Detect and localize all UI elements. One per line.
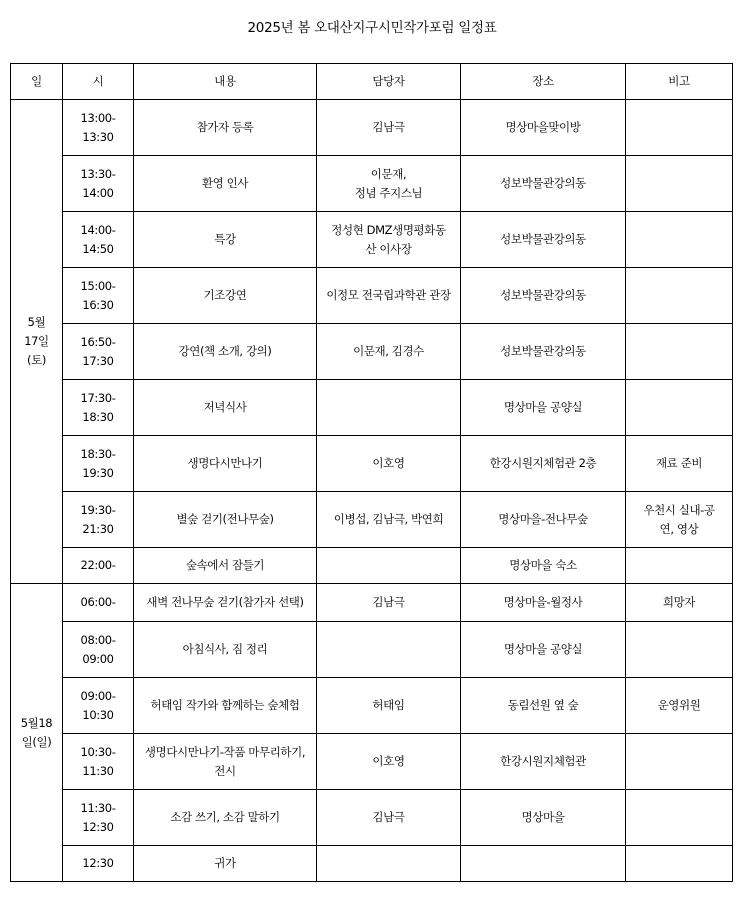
time-cell: 14:00- 14:50 [63, 212, 134, 268]
table-row [11, 678, 733, 734]
table-row [11, 492, 733, 548]
header-content: 내용 [134, 64, 317, 100]
header-note: 비고 [626, 64, 733, 100]
content-cell: 소감 쓰기, 소감 말하기 [134, 790, 317, 846]
content-cell: 별숲 걷기(전나무숲) [134, 492, 317, 548]
manager-cell: 이호영 [317, 436, 461, 492]
content-cell: 강연(책 소개, 강의) [134, 324, 317, 380]
header-place: 장소 [461, 64, 626, 100]
time-cell: 18:30- 19:30 [63, 436, 134, 492]
time-cell: 06:00- [63, 584, 134, 622]
table-row [11, 268, 733, 324]
time-cell: 11:30- 12:30 [63, 790, 134, 846]
table-row [11, 790, 733, 846]
content-cell: 허태임 작가와 함께하는 숲체험 [134, 678, 317, 734]
place-cell: 성보박물관강의동 [461, 324, 626, 380]
time-cell: 13:30- 14:00 [63, 156, 134, 212]
time-cell: 09:00- 10:30 [63, 678, 134, 734]
time-cell: 10:30- 11:30 [63, 734, 134, 790]
note-cell [626, 548, 733, 584]
table-row [11, 584, 733, 622]
table-row [11, 212, 733, 268]
note-cell: 운영위원 [626, 678, 733, 734]
day-cell: 5월18 일(일) [11, 584, 63, 882]
manager-cell: 정성현 DMZ생명평화동 산 이사장 [317, 212, 461, 268]
table-row [11, 622, 733, 678]
manager-cell: 이병섭, 김남극, 박연희 [317, 492, 461, 548]
note-cell [626, 212, 733, 268]
schedule-table [10, 63, 733, 882]
manager-cell [317, 548, 461, 584]
note-cell [626, 790, 733, 846]
time-cell: 19:30- 21:30 [63, 492, 134, 548]
place-cell: 명상마을맞이방 [461, 100, 626, 156]
manager-cell: 이문재, 김경수 [317, 324, 461, 380]
place-cell: 명상마을 숙소 [461, 548, 626, 584]
note-cell [626, 846, 733, 882]
time-cell: 22:00- [63, 548, 134, 584]
place-cell: 명상마을 공양실 [461, 380, 626, 436]
manager-cell: 이호영 [317, 734, 461, 790]
note-cell: 희망자 [626, 584, 733, 622]
table-row [11, 380, 733, 436]
manager-cell: 김남극 [317, 584, 461, 622]
content-cell: 새벽 전나무숲 걷기(참가자 선택) [134, 584, 317, 622]
time-cell: 16:50- 17:30 [63, 324, 134, 380]
note-cell [626, 156, 733, 212]
header-manager: 담당자 [317, 64, 461, 100]
header-row [11, 64, 733, 100]
place-cell: 성보박물관강의동 [461, 212, 626, 268]
content-cell: 아침식사, 짐 정리 [134, 622, 317, 678]
table-row [11, 548, 733, 584]
note-cell: 재료 준비 [626, 436, 733, 492]
note-cell [626, 380, 733, 436]
table-row [11, 100, 733, 156]
note-cell [626, 622, 733, 678]
manager-cell [317, 380, 461, 436]
note-cell: 우천시 실내-공 연, 영상 [626, 492, 733, 548]
content-cell: 생명다시만나기-작품 마무리하기, 전시 [134, 734, 317, 790]
note-cell [626, 734, 733, 790]
manager-cell: 이정모 전국립과학관 관장 [317, 268, 461, 324]
content-cell: 환영 인사 [134, 156, 317, 212]
manager-cell [317, 846, 461, 882]
note-cell [626, 268, 733, 324]
time-cell: 13:00- 13:30 [63, 100, 134, 156]
place-cell: 동림선원 옆 숲 [461, 678, 626, 734]
place-cell [461, 846, 626, 882]
table-row [11, 436, 733, 492]
schedule-body [11, 100, 733, 882]
page-title: 2025년 봄 오대산지구시민작가포럼 일정표 [247, 20, 497, 36]
note-cell [626, 100, 733, 156]
header-day: 일 [11, 64, 63, 100]
time-cell: 08:00- 09:00 [63, 622, 134, 678]
place-cell: 명상마을-전나무숲 [461, 492, 626, 548]
place-cell: 성보박물관강의동 [461, 268, 626, 324]
content-cell: 숲속에서 잠들기 [134, 548, 317, 584]
time-cell: 17:30- 18:30 [63, 380, 134, 436]
table-row [11, 846, 733, 882]
place-cell: 한강시원지체험관 2층 [461, 436, 626, 492]
day-cell: 5월 17일 (토) [11, 100, 63, 584]
manager-cell: 김남극 [317, 790, 461, 846]
time-cell: 12:30 [63, 846, 134, 882]
note-cell [626, 324, 733, 380]
content-cell: 귀가 [134, 846, 317, 882]
manager-cell: 김남극 [317, 100, 461, 156]
content-cell: 기조강연 [134, 268, 317, 324]
place-cell: 명상마을 공양실 [461, 622, 626, 678]
table-row [11, 156, 733, 212]
manager-cell: 허태임 [317, 678, 461, 734]
manager-cell [317, 622, 461, 678]
place-cell: 명상마을 [461, 790, 626, 846]
content-cell: 생명다시만나기 [134, 436, 317, 492]
content-cell: 저녁식사 [134, 380, 317, 436]
manager-cell: 이문재, 정념 주지스님 [317, 156, 461, 212]
place-cell: 한강시원지체험관 [461, 734, 626, 790]
place-cell: 명상마을-월정사 [461, 584, 626, 622]
table-row [11, 324, 733, 380]
time-cell: 15:00- 16:30 [63, 268, 134, 324]
content-cell: 특강 [134, 212, 317, 268]
table-row [11, 734, 733, 790]
place-cell: 성보박물관강의동 [461, 156, 626, 212]
content-cell: 참가자 등록 [134, 100, 317, 156]
header-time: 시 [63, 64, 134, 100]
